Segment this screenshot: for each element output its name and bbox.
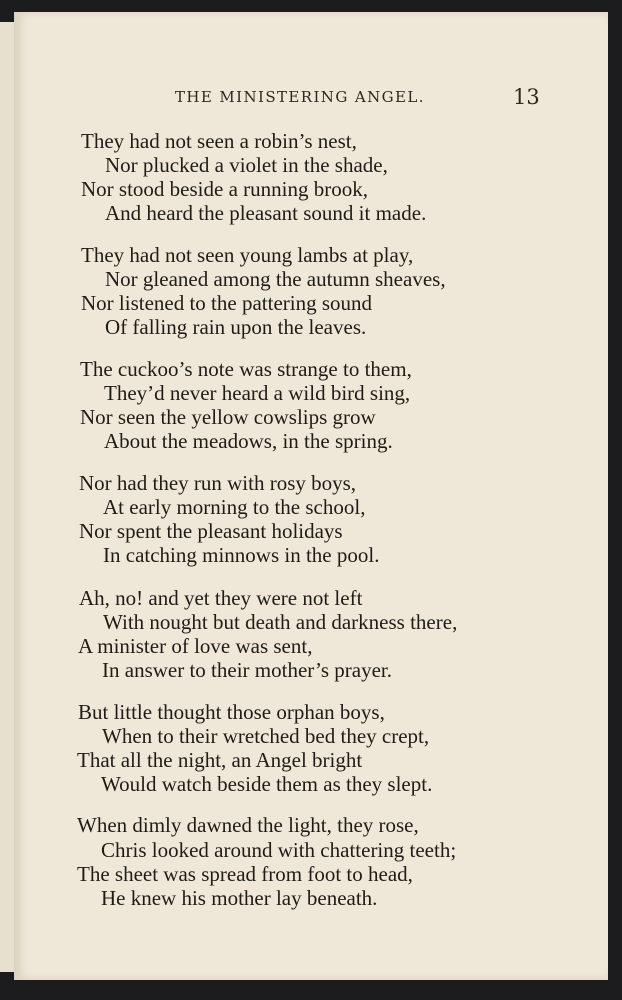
poem-line: When to their wretched bed they crept, (102, 724, 430, 748)
poem-line: With nought but death and darkness there, (103, 610, 458, 634)
poem-line: That all the night, an Angel bright (77, 748, 363, 772)
page-header (0, 86, 622, 108)
poem-line: When dimly dawned the light, they rose, (77, 813, 419, 837)
poem-line: Ah, no! and yet they were not left (79, 586, 363, 610)
poem-line: Nor seen the yellow cowslips grow (80, 405, 376, 429)
previous-page-edge (0, 22, 14, 972)
poem-line: But little thought those orphan boys, (78, 700, 385, 724)
poem-line: At early morning to the school, (103, 495, 366, 519)
poem-line: And heard the pleasant sound it made. (105, 201, 427, 225)
poem-line: Nor stood beside a running brook, (81, 177, 368, 201)
poem-line: Nor gleaned among the autumn sheaves, (105, 267, 446, 291)
poem-line: In answer to their mother’s prayer. (102, 658, 393, 682)
poem-line: They’d never heard a wild bird sing, (104, 381, 411, 405)
poem-line: The cuckoo’s note was strange to them, (80, 357, 412, 381)
poem-line: They had not seen young lambs at play, (81, 243, 414, 267)
poem-line: Nor had they run with rosy boys, (79, 471, 357, 495)
poem-line: Nor listened to the pattering sound (81, 291, 373, 315)
running-title: THE MINISTERING ANGEL. (175, 88, 425, 106)
poem-line: He knew his mother lay beneath. (101, 886, 378, 910)
poem-line: About the meadows, in the spring. (104, 429, 393, 453)
poem-line: Chris looked around with chattering teeth; (101, 838, 457, 862)
poem-line: Of falling rain upon the leaves. (105, 315, 367, 339)
poem-line: A minister of love was sent, (78, 634, 313, 658)
poem-line: Nor spent the pleasant holidays (79, 519, 343, 543)
page-number: 13 (513, 85, 540, 109)
poem-line: They had not seen a robin’s nest, (81, 129, 357, 153)
poem-line: The sheet was spread from foot to head, (77, 862, 413, 886)
poem-line: In catching minnows in the pool. (103, 543, 380, 567)
poem-line: Nor plucked a violet in the shade, (105, 153, 388, 177)
poem-line: Would watch beside them as they slept. (101, 772, 433, 796)
